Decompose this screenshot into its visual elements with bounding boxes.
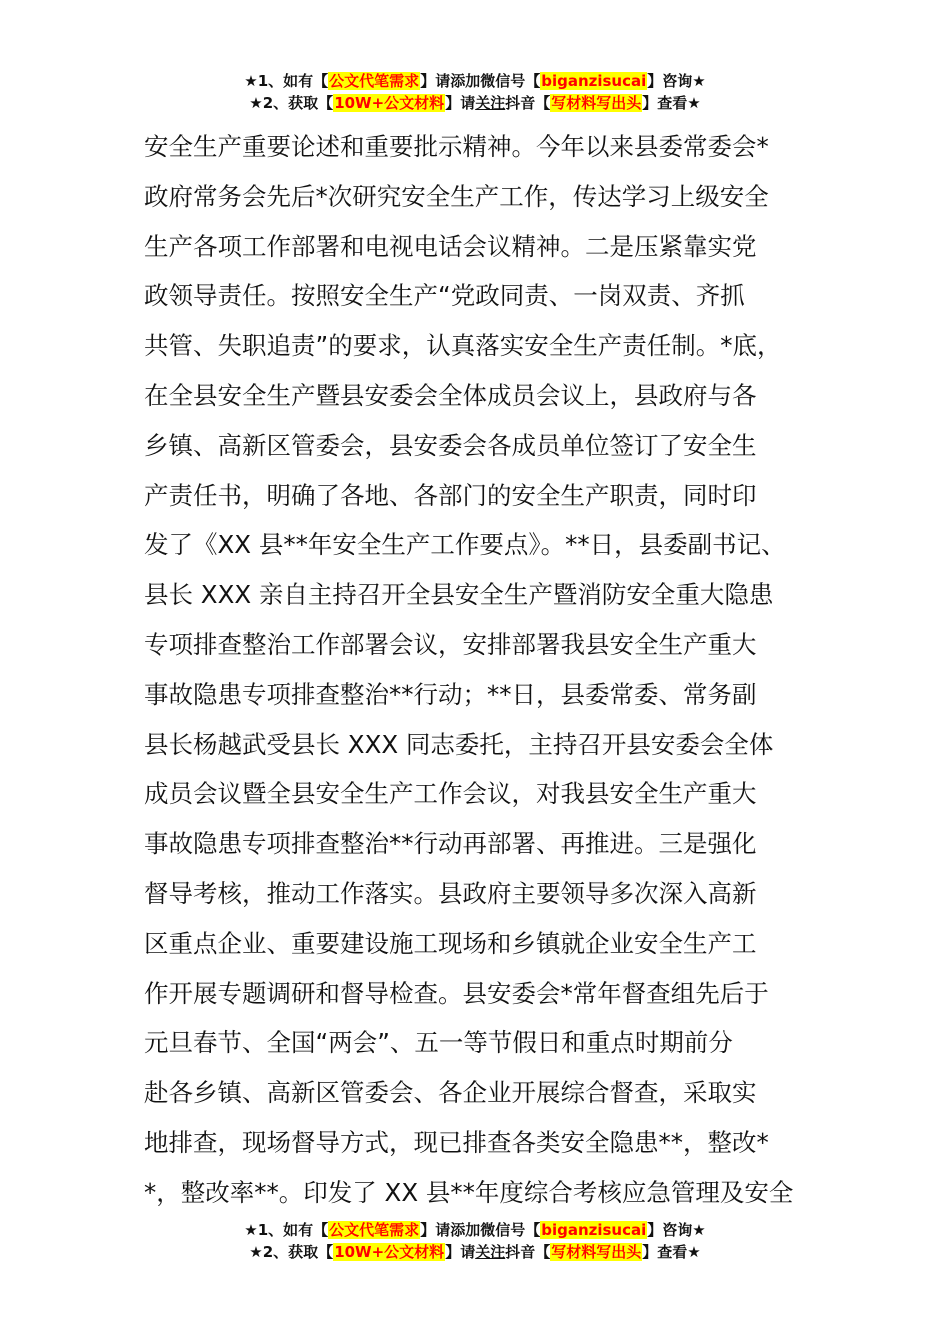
body-text-line: 乡镇、高新区管委会，县安委会各成员单位签订了安全生 xyxy=(144,430,757,460)
footer-promo xyxy=(0,1219,950,1263)
body-text-line: 政领导责任。按照安全生产“党政同责、一岗双责、齐抓 xyxy=(144,281,745,311)
highlight-service: 公文代笔需求 xyxy=(329,1221,420,1239)
body-text-line: 生产各项工作部署和电视电话会议精神。二是压紧靠实党 xyxy=(144,231,757,261)
body-text-line: 共管、失职追责”的要求，认真落实安全生产责任制。*底， xyxy=(144,331,782,361)
promo-text: 】请添加微信号【 xyxy=(420,1221,541,1239)
body-text-line: 事故隐患专项排查整治**行动；**日，县委常委、常务副 xyxy=(144,679,757,709)
highlight-wechat-id: biganzisucai xyxy=(541,1221,647,1239)
promo-line-2 xyxy=(0,1241,950,1263)
body-text-line: 政府常务会先后*次研究安全生产工作，传达学习上级安全 xyxy=(144,181,769,211)
body-text-line: 专项排查整治工作部署会议，安排部署我县安全生产重大 xyxy=(144,629,757,659)
body-text-line: 元旦春节、全国“两会”、五一等节假日和重点时期前分 xyxy=(144,1028,733,1058)
underlined-follow: 关注 xyxy=(475,1243,506,1261)
body-text-line: 作开展专题调研和督导检查。县安委会*常年督查组先后于 xyxy=(144,978,769,1008)
promo-text: 】请 xyxy=(445,1243,476,1261)
promo-text: 】查看★ xyxy=(642,94,701,112)
body-text-line: 事故隐患专项排查整治**行动再部署、再推进。三是强化 xyxy=(144,829,757,859)
highlight-materials: 10W+公文材料 xyxy=(334,94,445,112)
promo-line-1 xyxy=(0,70,950,92)
body-text-line: 县长 XXX 亲自主持召开全县安全生产暨消防安全重大隐患 xyxy=(144,580,774,610)
promo-line-1 xyxy=(0,1219,950,1241)
highlight-douyin: 写材料写出头 xyxy=(551,1243,642,1261)
promo-text: 】请 xyxy=(445,94,476,112)
promo-text: ★1、如有【 xyxy=(244,1221,329,1239)
body-text-line: 赴各乡镇、高新区管委会、各企业开展综合督查，采取实 xyxy=(144,1078,757,1108)
body-text-line: *，整改率**。印发了 XX 县**年度综合考核应急管理及安全 xyxy=(144,1177,794,1207)
promo-text: ★2、获取【 xyxy=(249,94,334,112)
highlight-wechat-id: biganzisucai xyxy=(541,72,647,90)
underlined-follow: 关注 xyxy=(475,94,506,112)
body-text-line: 督导考核，推动工作落实。县政府主要领导多次深入高新 xyxy=(144,878,757,908)
body-text-line: 在全县安全生产暨县安委会全体成员会议上，县政府与各 xyxy=(144,380,757,410)
promo-text: ★1、如有【 xyxy=(244,72,329,90)
body-text-line: 成员会议暨全县安全生产工作会议，对我县安全生产重大 xyxy=(144,779,757,809)
body-text-line: 发了《XX 县**年安全生产工作要点》。**日，县委副书记、 xyxy=(144,530,786,560)
promo-text: 】请添加微信号【 xyxy=(420,72,541,90)
promo-text: 】咨询★ xyxy=(647,1221,706,1239)
document-body xyxy=(144,122,824,1218)
header-promo xyxy=(0,70,950,114)
promo-line-2 xyxy=(0,92,950,114)
promo-text: 抖音【 xyxy=(505,94,551,112)
body-text-line: 安全生产重要论述和重要批示精神。今年以来县委常委会* xyxy=(144,132,769,161)
promo-text: 】查看★ xyxy=(642,1243,701,1261)
promo-text: ★2、获取【 xyxy=(249,1243,334,1261)
highlight-douyin: 写材料写出头 xyxy=(551,94,642,112)
highlight-materials: 10W+公文材料 xyxy=(334,1243,445,1261)
promo-text: 抖音【 xyxy=(505,1243,551,1261)
body-text-line: 产责任书，明确了各地、各部门的安全生产职责，同时印 xyxy=(144,480,757,510)
body-text-line: 县长杨越武受县长 XXX 同志委托，主持召开县安委会全体 xyxy=(144,729,774,759)
body-text-line: 区重点企业、重要建设施工现场和乡镇就企业安全生产工 xyxy=(144,928,757,958)
highlight-service: 公文代笔需求 xyxy=(329,72,420,90)
body-text-line: 地排查，现场督导方式，现已排查各类安全隐患**，整改* xyxy=(144,1127,769,1157)
promo-text: 】咨询★ xyxy=(647,72,706,90)
